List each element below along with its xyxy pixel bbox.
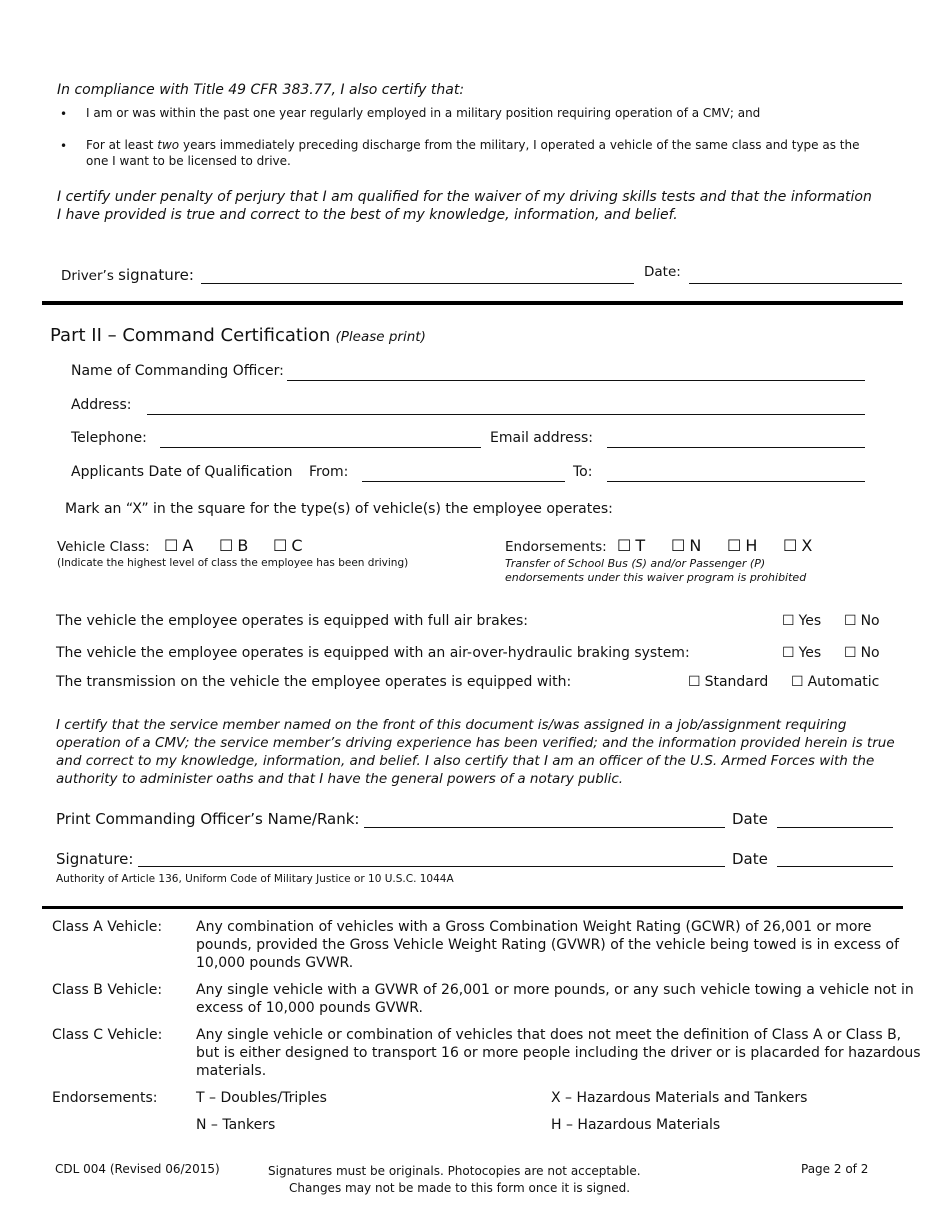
form-id: CDL 004 (Revised 06/2015) bbox=[55, 1162, 220, 1176]
driver-signature-label: Driver’s signature: bbox=[61, 266, 194, 284]
footer-note-line2: Changes may not be made to this form once it is signed. bbox=[289, 1181, 631, 1195]
email-label: Email address: bbox=[490, 430, 594, 446]
class-a-def-line3: 10,000 pounds GVWR. bbox=[196, 955, 354, 971]
address-label: Address: bbox=[71, 397, 132, 413]
from-label: From: bbox=[309, 464, 349, 480]
address-field[interactable] bbox=[147, 414, 865, 415]
endorsements-label: Endorsements: bbox=[505, 539, 607, 555]
compliance-bullet-1: I am or was within the past one year regularly employed in a military position requiring operation of a CMV; and bbox=[86, 106, 761, 120]
air-brakes-question: The vehicle the employee operates is equipped with full air brakes: bbox=[56, 613, 528, 629]
officer-name-rank-field[interactable] bbox=[364, 827, 725, 828]
email-field[interactable] bbox=[607, 447, 865, 448]
air-brakes-no-checkbox[interactable]: ☐ No bbox=[844, 613, 880, 629]
part2-title: Part II – Command Certification (Please print) bbox=[50, 325, 426, 346]
authority-note: Authority of Article 136, Uniform Code of Military Justice or 10 U.S.C. 1044A bbox=[56, 873, 454, 885]
class-a-def-line1: Any combination of vehicles with a Gross Combination Weight Rating (GCWR) of 26,001 or more bbox=[196, 919, 872, 935]
class-c-label: Class C Vehicle: bbox=[52, 1027, 163, 1043]
section-divider bbox=[42, 301, 903, 305]
transmission-standard-checkbox[interactable]: ☐ Standard bbox=[688, 674, 769, 690]
class-b-label: Class B Vehicle: bbox=[52, 982, 163, 998]
endorsement-x-def: X – Hazardous Materials and Tankers bbox=[551, 1090, 808, 1106]
endorsement-t-def: T – Doubles/Triples bbox=[196, 1090, 327, 1106]
compliance-bullet-2: For at least two years immediately preceding discharge from the military, I operated a vehicle of the same class and type as the bbox=[86, 138, 860, 152]
class-c-def-line2: but is either designed to transport 16 or more people including the driver or is placarded for hazardous bbox=[196, 1045, 921, 1061]
commanding-officer-label: Name of Commanding Officer: bbox=[71, 363, 284, 379]
endorsement-h-def: H – Hazardous Materials bbox=[551, 1117, 721, 1133]
commanding-officer-field[interactable] bbox=[287, 380, 865, 381]
bullet-dot: • bbox=[60, 107, 68, 121]
officer-signature-label: Signature: bbox=[56, 850, 134, 868]
officer-name-date-field[interactable] bbox=[777, 827, 893, 828]
endorsement-h-checkbox[interactable]: ☐ H bbox=[727, 536, 758, 555]
class-a-def-line2: pounds, provided the Gross Vehicle Weight Rating (GVWR) of the vehicle being towed is in excess of bbox=[196, 937, 900, 953]
endorsement-note-line1: Transfer of School Bus (S) and/or Passenger (P) bbox=[505, 557, 766, 570]
endorsement-t-checkbox[interactable]: ☐ T bbox=[617, 536, 646, 555]
from-date-field[interactable] bbox=[362, 481, 565, 482]
mark-instruction: Mark an “X” in the square for the type(s) of vehicle(s) the employee operates: bbox=[65, 501, 613, 517]
driver-date-field[interactable] bbox=[689, 283, 902, 284]
driver-date-label: Date: bbox=[644, 264, 681, 280]
officer-signature-field[interactable] bbox=[138, 866, 725, 867]
officer-certification-line1: I certify that the service member named on the front of this document is/was assigned in a job/assignment requiring bbox=[56, 717, 847, 733]
to-label: To: bbox=[573, 464, 593, 480]
endorsement-note-line2: endorsements under this waiver program is prohibited bbox=[505, 571, 807, 584]
officer-certification-line4: authority to administer oaths and that I have the general powers of a notary public. bbox=[56, 771, 624, 787]
class-c-def-line1: Any single vehicle or combination of vehicles that does not meet the definition of Class A or Class B, bbox=[196, 1027, 902, 1043]
vehicle-class-note: (Indicate the highest level of class the employee has been driving) bbox=[57, 557, 409, 569]
officer-signature-date-field[interactable] bbox=[777, 866, 893, 867]
bullet-dot: • bbox=[60, 139, 68, 153]
class-b-def-line1: Any single vehicle with a GVWR of 26,001 or more pounds, or any such vehicle towing a vehicle not in bbox=[196, 982, 914, 998]
driver-signature-field[interactable] bbox=[201, 283, 634, 284]
endorsements-def-label: Endorsements: bbox=[52, 1090, 158, 1106]
endorsement-n-def: N – Tankers bbox=[196, 1117, 276, 1133]
page-number: Page 2 of 2 bbox=[801, 1162, 869, 1176]
compliance-bullet-2-cont: one I want to be licensed to drive. bbox=[86, 154, 291, 168]
officer-name-rank-label: Print Commanding Officer’s Name/Rank: bbox=[56, 810, 360, 828]
air-brakes-yes-checkbox[interactable]: ☐ Yes bbox=[782, 613, 822, 629]
transmission-automatic-checkbox[interactable]: ☐ Automatic bbox=[791, 674, 880, 690]
perjury-certification-line1: I certify under penalty of perjury that I am qualified for the waiver of my driving skills tests and that the information bbox=[57, 189, 872, 205]
class-b-def-line2: excess of 10,000 pounds GVWR. bbox=[196, 1000, 423, 1016]
class-c-def-line3: materials. bbox=[196, 1063, 267, 1079]
qualification-date-label: Applicants Date of Qualification bbox=[71, 464, 293, 480]
air-hydraulic-question: The vehicle the employee operates is equipped with an air-over-hydraulic braking system: bbox=[56, 645, 690, 661]
endorsement-n-checkbox[interactable]: ☐ N bbox=[671, 536, 702, 555]
air-hydraulic-no-checkbox[interactable]: ☐ No bbox=[844, 645, 880, 661]
definitions-divider bbox=[42, 906, 903, 909]
class-a-label: Class A Vehicle: bbox=[52, 919, 163, 935]
officer-certification-line3: and correct to my knowledge, information, and belief. I also certify that I am an officer of the U.S. Armed Forces with the bbox=[56, 753, 875, 769]
footer-note-line1: Signatures must be originals. Photocopies are not acceptable. bbox=[268, 1164, 641, 1178]
compliance-intro: In compliance with Title 49 CFR 383.77, I also certify that: bbox=[57, 82, 465, 98]
to-date-field[interactable] bbox=[607, 481, 865, 482]
telephone-label: Telephone: bbox=[71, 430, 147, 446]
perjury-certification-line2: I have provided is true and correct to the best of my knowledge, information, and belief. bbox=[57, 207, 678, 223]
officer-certification-line2: operation of a CMV; the service member’s driving experience has been verified; and the information provided herein is true bbox=[56, 735, 895, 751]
vehicle-class-label: Vehicle Class: bbox=[57, 539, 150, 555]
class-b-checkbox[interactable]: ☐ B bbox=[219, 536, 249, 555]
endorsement-x-checkbox[interactable]: ☐ X bbox=[783, 536, 813, 555]
class-a-checkbox[interactable]: ☐ A bbox=[164, 536, 194, 555]
telephone-field[interactable] bbox=[160, 447, 481, 448]
officer-name-date-label: Date bbox=[732, 810, 768, 828]
officer-signature-date-label: Date bbox=[732, 850, 768, 868]
transmission-question: The transmission on the vehicle the employee operates is equipped with: bbox=[56, 674, 572, 690]
class-c-checkbox[interactable]: ☐ C bbox=[273, 536, 303, 555]
air-hydraulic-yes-checkbox[interactable]: ☐ Yes bbox=[782, 645, 822, 661]
